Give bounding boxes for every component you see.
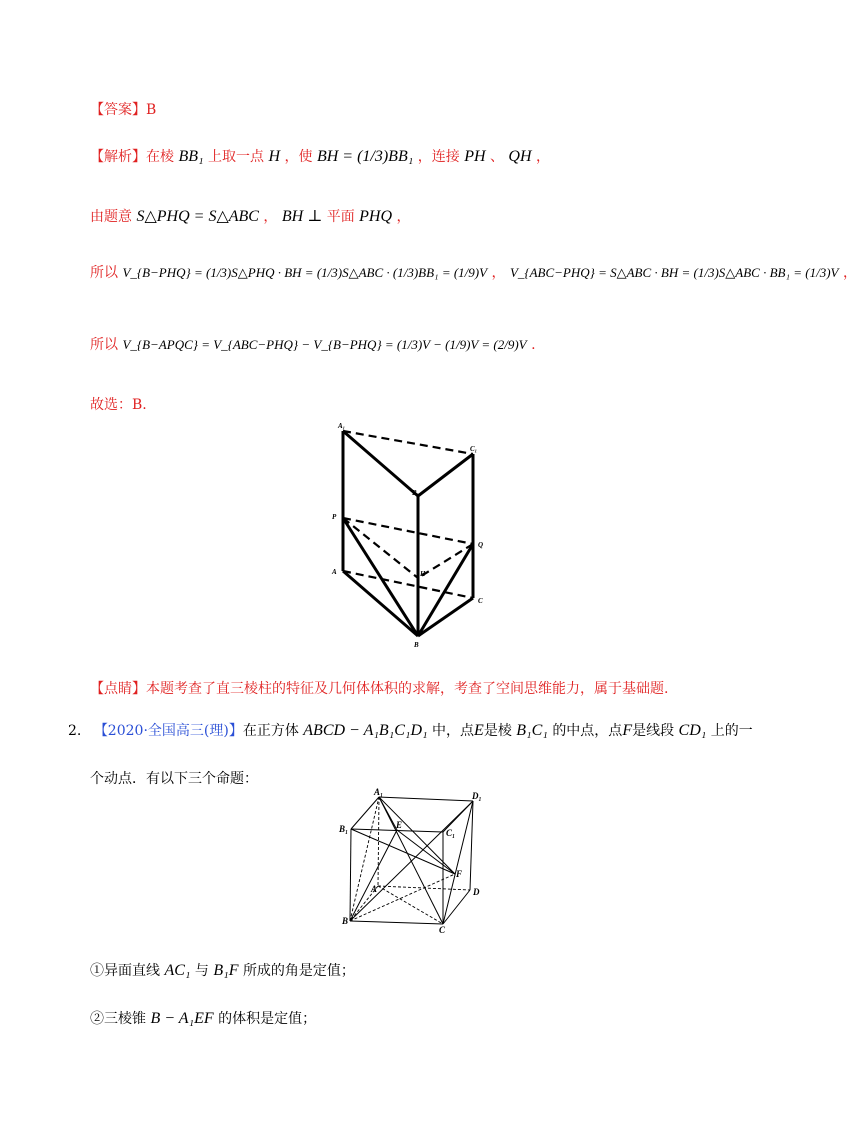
- math-expression: BH ⊥: [281, 208, 323, 225]
- proposition-1: [90, 962, 355, 980]
- answer-value: B: [146, 102, 157, 118]
- math-expression: B₁F: [213, 962, 239, 979]
- label-P: P: [332, 513, 337, 521]
- label-A1: A₁: [374, 787, 384, 797]
- label-C: C: [478, 597, 483, 605]
- math-expression: V_{B−APQC} = V_{ABC−PHQ} − V_{B−PHQ} = (1/3)V − (1/9)V = (2/9)V: [122, 337, 527, 352]
- analysis-text: 平面: [326, 209, 355, 225]
- proposition-text: ②三棱锥: [90, 1011, 146, 1027]
- label-B1: B₁: [412, 489, 420, 497]
- analysis-text: ，: [396, 209, 411, 225]
- proposition-2: [90, 1010, 316, 1028]
- label-A: A: [371, 884, 378, 894]
- comment-text: 本题考查了直三棱柱的特征及几何体体积的求解，考查了空间思维能力，属于基础题.: [146, 681, 669, 697]
- analysis-text: ，连接: [417, 149, 460, 165]
- math-expression: QH: [508, 148, 532, 165]
- math-expression: AC₁: [164, 962, 191, 979]
- proposition-text: 的体积是定值；: [218, 1011, 317, 1027]
- comment-tag: 【点睛】: [90, 681, 146, 697]
- analysis-text: ，: [263, 209, 278, 225]
- question-text: 的中点，点: [552, 723, 623, 739]
- analysis-line-3: [90, 264, 857, 282]
- label-A1: A₁: [338, 422, 346, 430]
- math-expression: H: [268, 148, 281, 165]
- comment-line: [90, 680, 668, 698]
- label-C1: C₁: [446, 828, 456, 838]
- label-C1: C₁: [470, 445, 478, 453]
- math-expression: BH = (1/3)BB₁: [316, 148, 414, 165]
- label-E: E: [396, 820, 403, 830]
- analysis-text: 上取一点: [208, 149, 265, 165]
- label-A: A: [332, 568, 337, 576]
- math-expression: V_{B−PHQ} = (1/3)S△PHQ · BH = (1/3)S△ABC · (1/3)BB₁ = (1/9)V: [122, 265, 488, 280]
- choose-line: 故选：B.: [90, 397, 147, 413]
- proposition-text: 所成的角是定值；: [242, 963, 355, 979]
- answer-tag: 【答案】: [90, 102, 146, 118]
- label-B1: B₁: [339, 824, 349, 834]
- label-D1: D₁: [472, 791, 482, 801]
- analysis-text: 在棱: [146, 149, 174, 165]
- question-number: 2.: [68, 723, 82, 739]
- analysis-text: 、: [489, 149, 504, 165]
- cube-figure: [330, 784, 490, 934]
- analysis-text: .: [531, 337, 536, 353]
- analysis-line-1: [90, 148, 550, 166]
- math-expression: PH: [464, 148, 486, 165]
- label-H: H: [420, 570, 426, 578]
- question-2-line-1: [68, 722, 753, 740]
- analysis-text: 所以: [90, 337, 118, 353]
- answer-line: [90, 101, 156, 119]
- analysis-tag: 【解析】: [90, 149, 146, 165]
- analysis-text: ，: [491, 265, 506, 281]
- label-B: B: [414, 641, 419, 649]
- math-expression: E: [474, 722, 484, 739]
- question-text: 是线段: [632, 723, 675, 739]
- question-2-line-2: 个动点．有以下三个命题：: [90, 771, 258, 787]
- math-expression: ABCD − A₁B₁C₁D₁: [303, 722, 428, 739]
- question-source: 【2020·全国高三(理)】: [93, 723, 243, 739]
- math-expression: F: [622, 722, 633, 739]
- math-expression: V_{ABC−PHQ} = S△ABC · BH = (1/3)S△ABC · BB₁ = (1/3)V: [509, 265, 839, 280]
- analysis-text: 所以: [90, 265, 118, 281]
- analysis-line-4: [90, 336, 536, 354]
- label-Q: Q: [478, 541, 484, 549]
- question-text: 是棱: [483, 723, 512, 739]
- analysis-text: ，: [535, 149, 550, 165]
- label-C: C: [439, 925, 446, 935]
- label-D: D: [473, 887, 480, 897]
- proposition-text: 与: [194, 963, 209, 979]
- analysis-text: ，使: [284, 149, 313, 165]
- math-expression: B − A₁EF: [150, 1010, 214, 1027]
- cube-diagram: [330, 784, 490, 934]
- question-text: 上的一: [710, 723, 753, 739]
- label-B: B: [342, 916, 349, 926]
- math-expression: S△PHQ = S△ABC: [136, 208, 259, 225]
- prism-figure: [320, 418, 500, 648]
- question-text: 在正方体: [242, 723, 299, 739]
- math-expression: BB₁: [178, 148, 204, 165]
- analysis-text: ，: [842, 265, 857, 281]
- question-text: 中，点: [432, 723, 475, 739]
- label-F: F: [456, 869, 463, 879]
- math-expression: B₁C₁: [516, 722, 548, 739]
- math-expression: PHQ: [359, 208, 393, 225]
- math-expression: CD₁: [678, 722, 707, 739]
- proposition-text: ①异面直线: [90, 963, 160, 979]
- prism-diagram: [320, 418, 500, 648]
- analysis-line-2: [90, 208, 411, 226]
- analysis-text: 由题意: [90, 209, 132, 225]
